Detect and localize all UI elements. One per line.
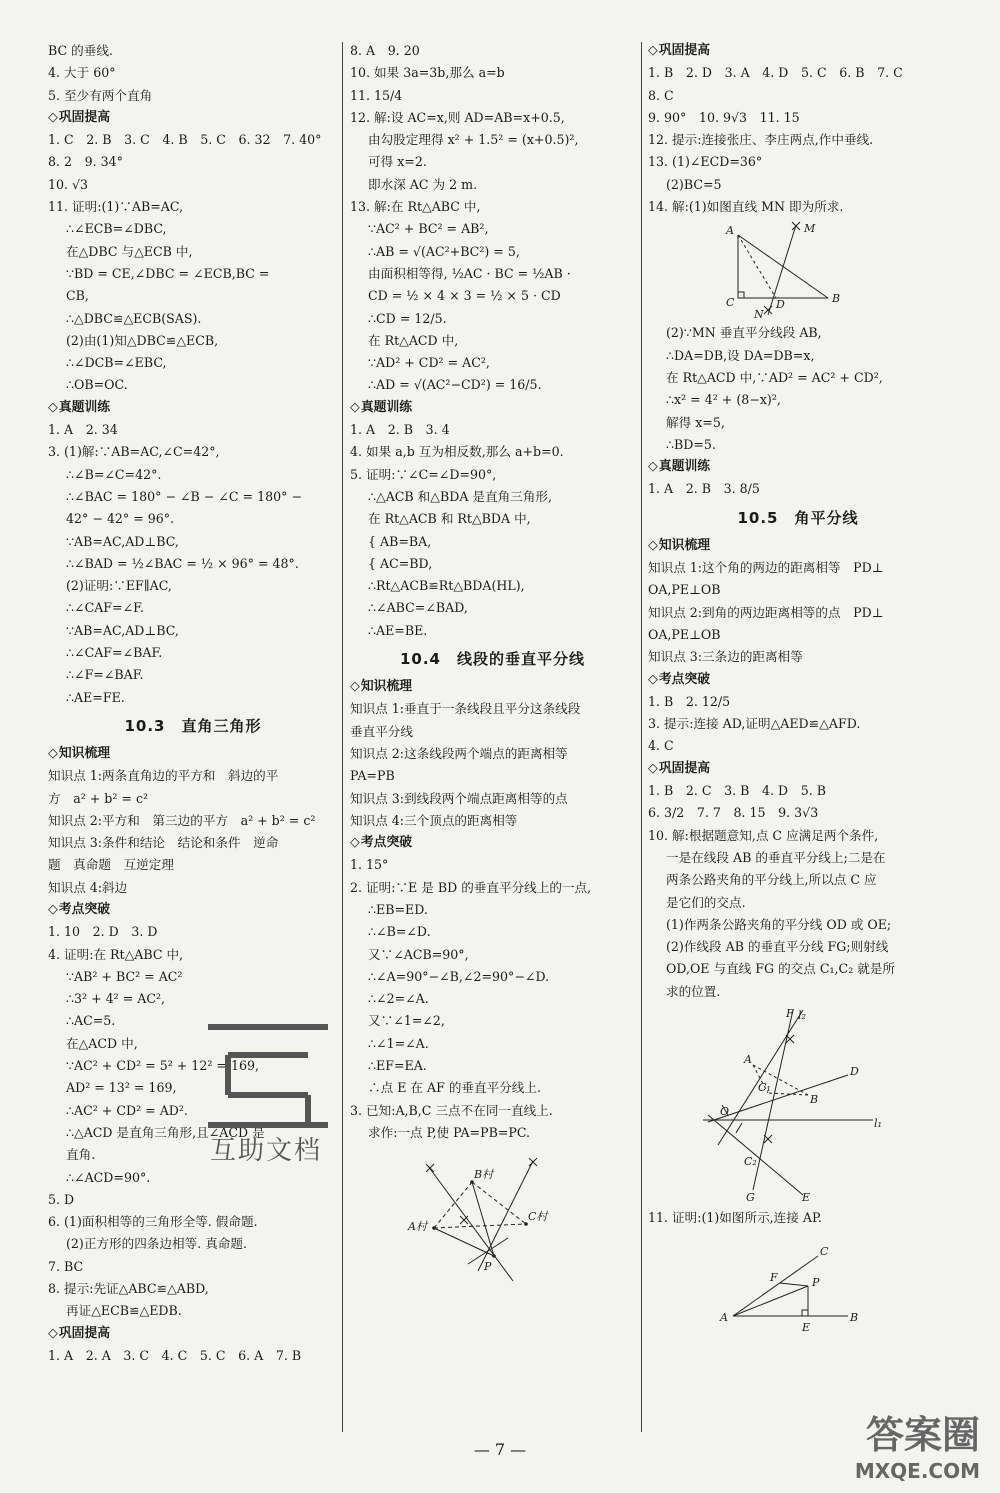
answer-line: ∴AE=FE. <box>66 689 125 705</box>
answer-line: 11. 证明:(1)如图所示,连接 AP. <box>648 1209 822 1225</box>
answer-line: 求的位置. <box>666 983 721 999</box>
answer-line: 1. A 2. A 3. C 4. C 5. C 6. A 7. B <box>48 1347 302 1363</box>
answer-line: 13. 解:在 Rt△ABC 中, <box>350 199 481 215</box>
answer-line: ∴AC² + CD² = AD². <box>66 1102 188 1118</box>
answer-line: 知识点 3:条件和结论 结论和条件 逆命 <box>48 835 279 851</box>
answer-line: { AC=BD, <box>368 555 433 571</box>
answer-line: 3. 已知:A,B,C 三点不在同一直线上. <box>350 1102 553 1118</box>
fig3-label-l2: l₂ <box>798 1008 806 1022</box>
answer-line: 求作:一点 P,使 PA=PB=PC. <box>368 1124 531 1140</box>
answer-line: CD = ½ × 4 × 3 = ½ × 5 · CD <box>368 288 561 304</box>
figure-right-triangle-mn <box>718 220 878 320</box>
fig1-label-M: M <box>804 222 816 236</box>
answer-line: ∴∠1=∠A. <box>368 1035 429 1051</box>
answer-line: 11. 15/4 <box>350 87 403 103</box>
section-subheading: ◇ 巩固提高 <box>48 107 338 129</box>
answer-line: 直角. <box>66 1147 96 1163</box>
answer-line: ∴DA=DB,设 DA=DB=x, <box>666 347 815 363</box>
answer-line: 10. 解:根据题意知,点 C 应满足两个条件, <box>648 827 879 843</box>
answer-line: ∴∠CAF=∠F. <box>66 600 144 616</box>
section-subheading: ◇ 知识梳理 <box>648 535 948 557</box>
column-divider-2 <box>641 42 642 1432</box>
answer-line: ∴∠BAC = 180° − ∠B − ∠C = 180° − <box>66 488 303 504</box>
answer-line: CB, <box>66 288 89 304</box>
answer-line: ∴OB=OC. <box>66 377 128 393</box>
fig3-label-G: G <box>746 1190 755 1204</box>
section-title: 10.5 角平分线 <box>737 508 859 527</box>
answer-line: 10. √3 <box>48 176 89 192</box>
fig3-label-C1: C₁ <box>758 1080 771 1094</box>
answer-line: ∴BD=5. <box>666 436 716 452</box>
answer-line: AD² = 13² = 169, <box>66 1080 177 1096</box>
answer-line: 1. 10 2. D 3. D <box>48 924 158 940</box>
answer-line: 由勾股定理得 x² + 1.5² = (x+0.5)², <box>368 132 579 148</box>
fig3-label-A: A <box>744 1052 752 1066</box>
answer-line: 可得 x=2. <box>368 154 427 170</box>
answer-line: 5. 证明:∵∠C=∠D=90°, <box>350 466 497 482</box>
fig4-label-F: F <box>770 1271 778 1285</box>
answer-line: ∴Rt△ACB≌Rt△BDA(HL), <box>368 578 525 594</box>
answer-line: 知识点 2:到角的两边距离相等的点 PD⊥ <box>648 604 884 620</box>
answer-line: ∴EB=ED. <box>368 901 428 917</box>
answer-line: 知识点 2:这条线段两个端点的距离相等 <box>350 745 568 761</box>
answer-line: 是它们的交点. <box>666 894 746 910</box>
answer-line: 知识点 1:两条直角边的平方和 斜边的平 <box>48 768 279 784</box>
answer-line: 知识点 3:三条边的距离相等 <box>648 649 803 665</box>
answer-line: 即水深 AC 为 2 m. <box>368 176 478 192</box>
answer-line: 由面积相等得, ½AC · BC = ½AB · <box>368 265 571 281</box>
fig4-label-P: P <box>812 1276 820 1290</box>
answer-line: 知识点 4:三个顶点的距离相等 <box>350 812 518 828</box>
fig3-label-F: F <box>786 1006 794 1020</box>
watermark <box>855 1404 980 1483</box>
answer-line: 4. C <box>648 738 674 754</box>
section-subheading: ◇ 巩固提高 <box>648 758 948 780</box>
fig3-label-E: E <box>802 1190 811 1204</box>
answer-line: 5. D <box>48 1191 75 1207</box>
section-subheading: ◇ 考点突破 <box>350 832 635 854</box>
answer-line: ∴AE=BE. <box>368 622 428 638</box>
section-subheading: ◇ 巩固提高 <box>648 40 948 62</box>
answer-line: ∵AC² + CD² = 5² + 12² = 169, <box>66 1058 259 1074</box>
answer-line: 在△DBC 与△ECB 中, <box>66 243 193 259</box>
answer-line: 4. 证明:在 Rt△ABC 中, <box>48 946 184 962</box>
answer-line: BC 的垂线. <box>48 43 113 58</box>
answer-line: 13. (1)∠ECD=36° <box>648 154 763 170</box>
answer-line: ∴AC=5. <box>66 1013 116 1029</box>
fig1-label-A: A <box>726 224 734 238</box>
answer-line: 垂直平分线 <box>350 723 413 739</box>
figure-angle-bisector-proof <box>718 1231 878 1341</box>
answer-line: ∴x² = 4² + (8−x)², <box>666 392 781 408</box>
answer-line: { AB=BA, <box>368 533 432 549</box>
section-title: 10.3 直角三角形 <box>124 716 262 735</box>
section-subheading: ◇ 考点突破 <box>48 899 338 921</box>
answer-line: 4. 如果 a,b 互为相反数,那么 a+b=0. <box>350 444 564 460</box>
answer-line: (1)作两条公路夹角的平分线 OD 或 OE; <box>666 916 892 932</box>
answer-line: 方 a² + b² = c² <box>48 790 149 806</box>
answer-line: 11. 证明:(1)∵AB=AC, <box>48 199 184 215</box>
answer-line: ∵AB=AC,AD⊥BC, <box>66 533 179 549</box>
section-subheading: ◇ 知识梳理 <box>350 676 635 698</box>
answer-line: 1. B 2. C 3. B 4. D 5. B <box>648 783 826 799</box>
section-subheading: ◇ 考点突破 <box>648 669 948 691</box>
answer-line: OA,PE⊥OB <box>648 626 721 642</box>
fig2-label-C: C村 <box>527 1210 547 1224</box>
answer-line: 1. A 2. B 3. 8/5 <box>648 481 760 497</box>
answer-line: 4. 大于 60° <box>48 65 116 81</box>
answer-line: (2)正方形的四条边相等. 真命题. <box>66 1236 247 1252</box>
answer-line: 在 Rt△ACD 中,∵AD² = AC² + CD², <box>666 369 883 385</box>
answer-line: 1. A 2. B 3. 4 <box>350 422 450 438</box>
answer-line: ∴点 E 在 AF 的垂直平分线上. <box>368 1080 541 1096</box>
section-subheading: ◇ 真题训练 <box>648 456 948 478</box>
answer-line: 42° − 42° = 96°. <box>66 511 175 527</box>
answer-line: ∴∠ABC=∠BAD, <box>368 600 468 616</box>
fig2-label-P: P <box>483 1260 491 1274</box>
answer-line: 6. 3/2 7. 7 8. 15 9. 3√3 <box>648 805 819 821</box>
answer-line: 解得 x=5, <box>666 414 725 430</box>
answer-line: ∴∠2=∠A. <box>368 991 429 1007</box>
answer-line: ∴∠CAF=∠BAF. <box>66 645 163 661</box>
answer-line: ∴△ACB 和△BDA 是直角三角形, <box>368 488 552 504</box>
answer-line: 知识点 4:斜边 <box>48 879 128 895</box>
answer-line: 9. 90° 10. 9√3 11. 15 <box>648 109 800 125</box>
answer-line: (2)由(1)知△DBC≌△ECB, <box>66 332 219 348</box>
answer-line: PA=PB <box>350 768 395 784</box>
answer-line: ∴△DBC≌△ECB(SAS). <box>66 310 202 326</box>
answer-line: 再证△ECB≌△EDB. <box>66 1303 182 1319</box>
answer-line: (2)∵MN 垂直平分线段 AB, <box>666 325 822 341</box>
answer-line: 知识点 3:到线段两个端点距离相等的点 <box>350 790 568 806</box>
answer-line: 8. 2 9. 34° <box>48 154 123 170</box>
fig2-label-A: A村 <box>407 1220 427 1234</box>
answer-line: 一是在线段 AB 的垂直平分线上;二是在 <box>666 849 886 865</box>
fig4-label-A: A <box>720 1311 728 1325</box>
column-divider-1 <box>342 42 343 1432</box>
answer-line: 1. B 2. 12/5 <box>648 693 731 709</box>
fig4-label-B: B <box>850 1311 859 1325</box>
figure-angle-bisector-intersection <box>698 1005 898 1205</box>
section-subheading: ◇ 真题训练 <box>48 397 338 419</box>
fig2-label-B: B村 <box>473 1168 493 1182</box>
answer-line: 又∵∠ACB=90°, <box>368 946 469 962</box>
answer-line: ∴AB = √(AC²+BC²) = 5, <box>368 243 520 259</box>
section-subheading: ◇ 知识梳理 <box>48 743 338 765</box>
answer-line: ∵AB² + BC² = AC² <box>66 968 183 984</box>
fig3-label-O: O <box>720 1104 730 1118</box>
answer-line: ∴△ACD 是直角三角形,且∠ACD 是 <box>66 1124 265 1140</box>
answer-line: 7. BC <box>48 1258 84 1274</box>
section-title: 10.4 线段的垂直平分线 <box>399 650 585 669</box>
answer-line: (2)作线段 AB 的垂直平分线 FG;则射线 <box>666 939 889 955</box>
answer-line: 1. C 2. B 3. C 4. B 5. C 6. 32 7. 40° <box>48 132 322 148</box>
answer-line: 又∵∠1=∠2, <box>368 1013 445 1029</box>
answer-line: 5. 至少有两个直角 <box>48 87 153 103</box>
answer-line: 题 真命题 互逆定理 <box>48 857 174 873</box>
fig3-label-D: D <box>850 1064 859 1078</box>
answer-line: (2)证明:∵EF∥AC, <box>66 578 172 594</box>
answer-line: OD,OE 与直线 FG 的交点 C₁,C₂ 就是所 <box>666 961 896 977</box>
answer-line: ∴3² + 4² = AC², <box>66 991 166 1007</box>
answer-line: ∴AD = √(AC²−CD²) = 16/5. <box>368 377 542 393</box>
answer-line: 知识点 1:垂直于一条线段且平分这条线段 <box>350 701 581 717</box>
answer-line: ∴∠ACD=90°. <box>66 1169 151 1185</box>
fig3-label-l1: l₁ <box>874 1116 882 1130</box>
fig1-label-D: D <box>776 298 785 312</box>
page-number: — 7 — <box>473 1440 527 1459</box>
answer-line: ∴∠A=90°−∠B,∠2=90°−∠D. <box>368 968 550 984</box>
answer-line: ∴CD = 12/5. <box>368 310 447 326</box>
answer-line: OA,PE⊥OB <box>648 582 721 598</box>
answer-line: 在△ACD 中, <box>66 1035 138 1051</box>
stamp-text: 互助文档 <box>210 1136 323 1166</box>
answer-line: 12. 提示:连接张庄、李庄两点,作中垂线. <box>648 132 874 148</box>
answer-line: 3. (1)解:∵AB=AC,∠C=42°, <box>48 444 220 460</box>
answer-line: 3. 提示:连接 AD,证明△AED≌△AFD. <box>648 716 861 732</box>
answer-line: 两条公路夹角的平分线上,所以点 C 应 <box>666 872 877 888</box>
answer-line: ∵AB=AC,AD⊥BC, <box>66 622 179 638</box>
answer-line: 6. (1)面积相等的三角形全等. 假命题. <box>48 1214 258 1230</box>
watermark-logo-text: 答案圈 <box>865 1413 980 1457</box>
answer-line: ∵AD² + CD² = AC², <box>368 355 490 371</box>
answer-line: ∴∠B=∠C=42°. <box>66 466 162 482</box>
answer-line: 1. 15° <box>350 857 389 873</box>
answer-line: 1. B 2. D 3. A 4. D 5. C 6. B 7. C <box>648 65 903 81</box>
fig3-label-C2: C₂ <box>744 1154 757 1168</box>
answer-line: ∴∠BAD = ½∠BAC = ½ × 96° = 48°. <box>66 555 299 571</box>
fig1-label-B: B <box>832 292 841 306</box>
fig3-label-B: B <box>810 1092 819 1106</box>
answer-line: 10. 如果 3a=3b,那么 a=b <box>350 65 505 81</box>
fig1-label-N: N <box>754 308 764 321</box>
column-3 <box>648 40 948 1343</box>
answer-line: ∴∠B=∠D. <box>368 924 431 940</box>
answer-line: 14. 解:(1)如图直线 MN 即为所求. <box>648 199 844 215</box>
answer-line: 2. 证明:∵E 是 BD 的垂直平分线上的一点, <box>350 879 592 895</box>
section-subheading: ◇ 真题训练 <box>350 397 635 419</box>
watermark-url: MXQE.COM <box>854 1459 980 1483</box>
section-subheading: ◇ 巩固提高 <box>48 1323 338 1345</box>
fig4-label-C: C <box>820 1245 829 1259</box>
answer-line: ∴∠DCB=∠EBC, <box>66 355 167 371</box>
answer-line: 知识点 1:这个角的两边的距离相等 PD⊥ <box>648 560 884 576</box>
answer-line: 8. C <box>648 87 674 103</box>
answer-line: 8. 提示:先证△ABC≌△ABD, <box>48 1281 209 1297</box>
answer-line: ∴EF=EA. <box>368 1058 427 1074</box>
fig4-label-E: E <box>802 1321 811 1335</box>
answer-line: ∴∠F=∠BAF. <box>66 667 144 683</box>
answer-line: 知识点 2:平方和 第三边的平方 a² + b² = c² <box>48 812 316 828</box>
column-2 <box>350 40 635 1288</box>
answer-line: ∵BD = CE,∠DBC = ∠ECB,BC = <box>66 265 270 281</box>
figure-perpendicular-bisector-construction <box>398 1146 588 1286</box>
answer-line: ∴∠ECB=∠DBC, <box>66 221 167 237</box>
answer-line: 8. A 9. 20 <box>350 43 420 58</box>
answer-line: 在 Rt△ACD 中, <box>368 332 459 348</box>
answer-line: 12. 解:设 AC=x,则 AD=AB=x+0.5, <box>350 109 565 125</box>
answer-line: 在 Rt△ACB 和 Rt△BDA 中, <box>368 511 531 527</box>
answer-line: 1. A 2. 34 <box>48 422 118 438</box>
answer-line: (2)BC=5 <box>666 176 722 192</box>
fig1-label-C: C <box>726 296 735 310</box>
answer-line: ∵AC² + BC² = AB², <box>368 221 489 237</box>
